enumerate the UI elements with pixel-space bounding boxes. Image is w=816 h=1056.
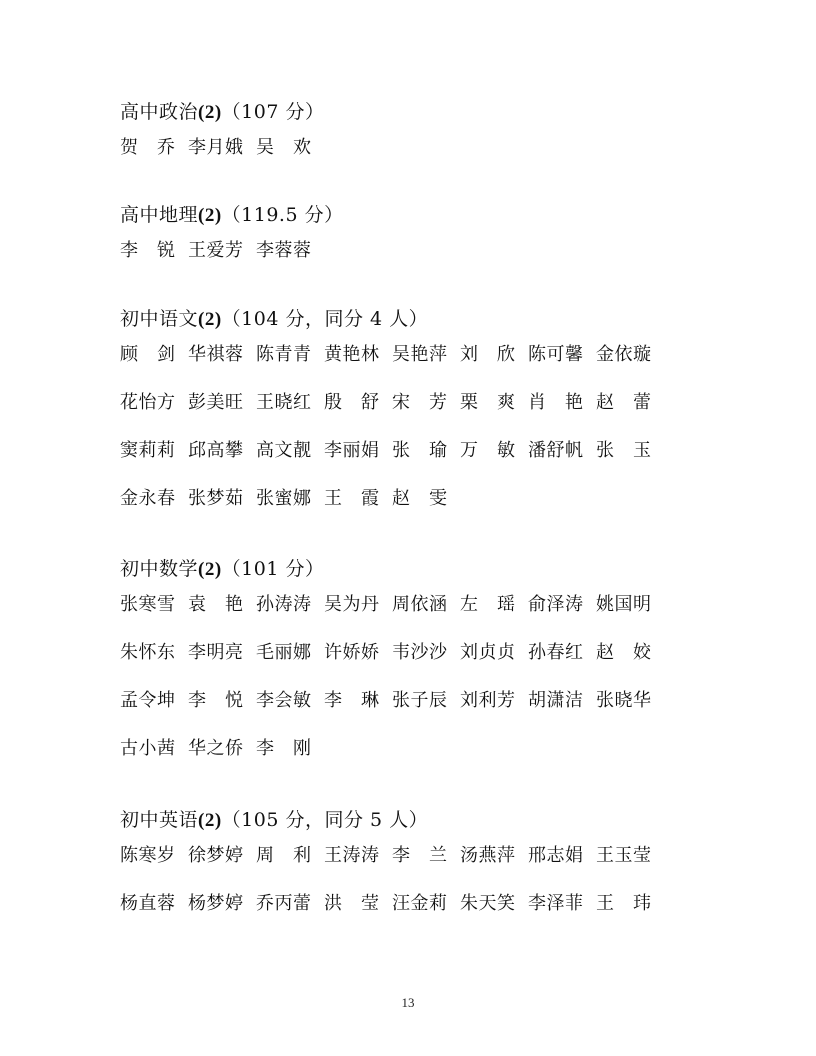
name-row [120, 391, 700, 439]
person-name: 吴为丹 [324, 594, 380, 615]
name-row [120, 844, 700, 892]
person-name: 李 琳 [324, 690, 380, 711]
person-name: 王 玮 [596, 893, 652, 914]
heading-score: （101 分） [221, 558, 325, 580]
person-name: 潘舒帆 [528, 440, 584, 461]
person-name: 张 玉 [596, 440, 652, 461]
person-name: 华祺蓉 [188, 344, 244, 365]
person-name: 邱高攀 [188, 440, 244, 461]
person-name: 杨直蓉 [120, 893, 176, 914]
person-name: 李月娥 [188, 137, 244, 158]
name-row [120, 737, 700, 785]
name-row [120, 641, 700, 689]
heading-group: (2) [198, 810, 222, 831]
section-middle-school-math [120, 557, 700, 785]
heading-score: （119.5 分） [221, 204, 344, 226]
person-name: 李 刚 [256, 738, 312, 759]
person-name: 彭美旺 [188, 392, 244, 413]
person-name: 朱天笑 [460, 893, 516, 914]
person-name: 王爱芳 [188, 240, 244, 261]
heading-group: (2) [198, 205, 222, 226]
person-name: 黄艳林 [324, 344, 380, 365]
heading-group: (2) [198, 309, 222, 330]
person-name: 王 霞 [324, 488, 380, 509]
person-name: 王晓红 [256, 392, 312, 413]
person-name: 左 瑶 [460, 594, 516, 615]
section-middle-school-english [120, 808, 700, 940]
person-name: 栗 爽 [460, 392, 516, 413]
name-row [120, 239, 700, 287]
person-name: 金永春 [120, 488, 176, 509]
person-name: 张梦茹 [188, 488, 244, 509]
person-name: 徐梦婷 [188, 845, 244, 866]
person-name: 王涛涛 [324, 845, 380, 866]
person-name: 汤燕萍 [460, 845, 516, 866]
section-high-school-politics [120, 100, 700, 184]
heading-subject: 高中政治 [120, 101, 199, 123]
heading-group: (2) [198, 102, 222, 123]
person-name: 张蜜娜 [256, 488, 312, 509]
person-name: 张 瑜 [392, 440, 448, 461]
name-row [120, 593, 700, 641]
person-name: 赵 雯 [392, 488, 448, 509]
person-name: 刘利芳 [460, 690, 516, 711]
page-number: 13 [401, 995, 415, 1010]
person-name: 孙涛涛 [256, 594, 312, 615]
person-name: 李丽娟 [324, 440, 380, 461]
person-name: 顾 剑 [120, 344, 176, 365]
heading-subject: 高中地理 [120, 204, 199, 226]
section-heading [120, 808, 700, 832]
person-name: 赵 蕾 [596, 392, 652, 413]
person-name: 李泽菲 [528, 893, 584, 914]
heading-group: (2) [198, 559, 222, 580]
person-name: 花怡方 [120, 392, 176, 413]
person-name: 窦莉莉 [120, 440, 176, 461]
name-row [120, 892, 700, 940]
person-name: 吴艳萍 [392, 344, 448, 365]
person-name: 陈青青 [256, 344, 312, 365]
person-name: 周依涵 [392, 594, 448, 615]
person-name: 韦沙沙 [392, 642, 448, 663]
person-name: 殷 舒 [324, 392, 380, 413]
person-name: 袁 艳 [188, 594, 244, 615]
person-name: 邢志娟 [528, 845, 584, 866]
person-name: 孙春红 [528, 642, 584, 663]
person-name: 周 利 [256, 845, 312, 866]
person-name: 张寒雪 [120, 594, 176, 615]
person-name: 王玉莹 [596, 845, 652, 866]
person-name: 刘 欣 [460, 344, 516, 365]
person-name: 李 锐 [120, 240, 176, 261]
section-middle-school-chinese [120, 307, 700, 535]
name-row [120, 689, 700, 737]
name-list [120, 593, 700, 785]
heading-subject: 初中语文 [120, 308, 199, 330]
heading-score: （107 分） [221, 101, 325, 123]
person-name: 宋 芳 [392, 392, 448, 413]
name-row [120, 343, 700, 391]
person-name: 孟令坤 [120, 690, 176, 711]
person-name: 姚国明 [596, 594, 652, 615]
person-name: 胡潇洁 [528, 690, 584, 711]
section-high-school-geography [120, 203, 700, 287]
person-name: 古小茜 [120, 738, 176, 759]
person-name: 李 兰 [392, 845, 448, 866]
name-list [120, 239, 700, 287]
person-name: 金依璇 [596, 344, 652, 365]
section-heading [120, 100, 700, 124]
person-name: 毛丽娜 [256, 642, 312, 663]
person-name: 乔丙蕾 [256, 893, 312, 914]
name-list [120, 343, 700, 535]
person-name: 李明亮 [188, 642, 244, 663]
person-name: 高文靓 [256, 440, 312, 461]
section-heading [120, 557, 700, 581]
name-row [120, 439, 700, 487]
person-name: 赵 姣 [596, 642, 652, 663]
person-name: 李会敏 [256, 690, 312, 711]
person-name: 许娇娇 [324, 642, 380, 663]
name-list [120, 844, 700, 940]
person-name: 张晓华 [596, 690, 652, 711]
person-name: 刘贞贞 [460, 642, 516, 663]
person-name: 陈寒岁 [120, 845, 176, 866]
heading-subject: 初中英语 [120, 809, 199, 831]
person-name: 张子辰 [392, 690, 448, 711]
person-name: 华之侨 [188, 738, 244, 759]
person-name: 吴 欢 [256, 137, 312, 158]
section-heading [120, 307, 700, 331]
person-name: 李蓉蓉 [256, 240, 312, 261]
person-name: 汪金莉 [392, 893, 448, 914]
person-name: 肖 艳 [528, 392, 584, 413]
name-row [120, 136, 700, 184]
person-name: 陈可馨 [528, 344, 584, 365]
heading-score: （105 分，同分 5 人） [221, 809, 429, 831]
person-name: 李 悦 [188, 690, 244, 711]
person-name: 朱怀东 [120, 642, 176, 663]
person-name: 贺 乔 [120, 137, 176, 158]
name-list [120, 136, 700, 184]
person-name: 万 敏 [460, 440, 516, 461]
heading-subject: 初中数学 [120, 558, 199, 580]
name-row [120, 487, 700, 535]
person-name: 俞泽涛 [528, 594, 584, 615]
person-name: 杨梦婷 [188, 893, 244, 914]
person-name: 洪 莹 [324, 893, 380, 914]
heading-score: （104 分，同分 4 人） [221, 308, 429, 330]
section-heading [120, 203, 700, 227]
